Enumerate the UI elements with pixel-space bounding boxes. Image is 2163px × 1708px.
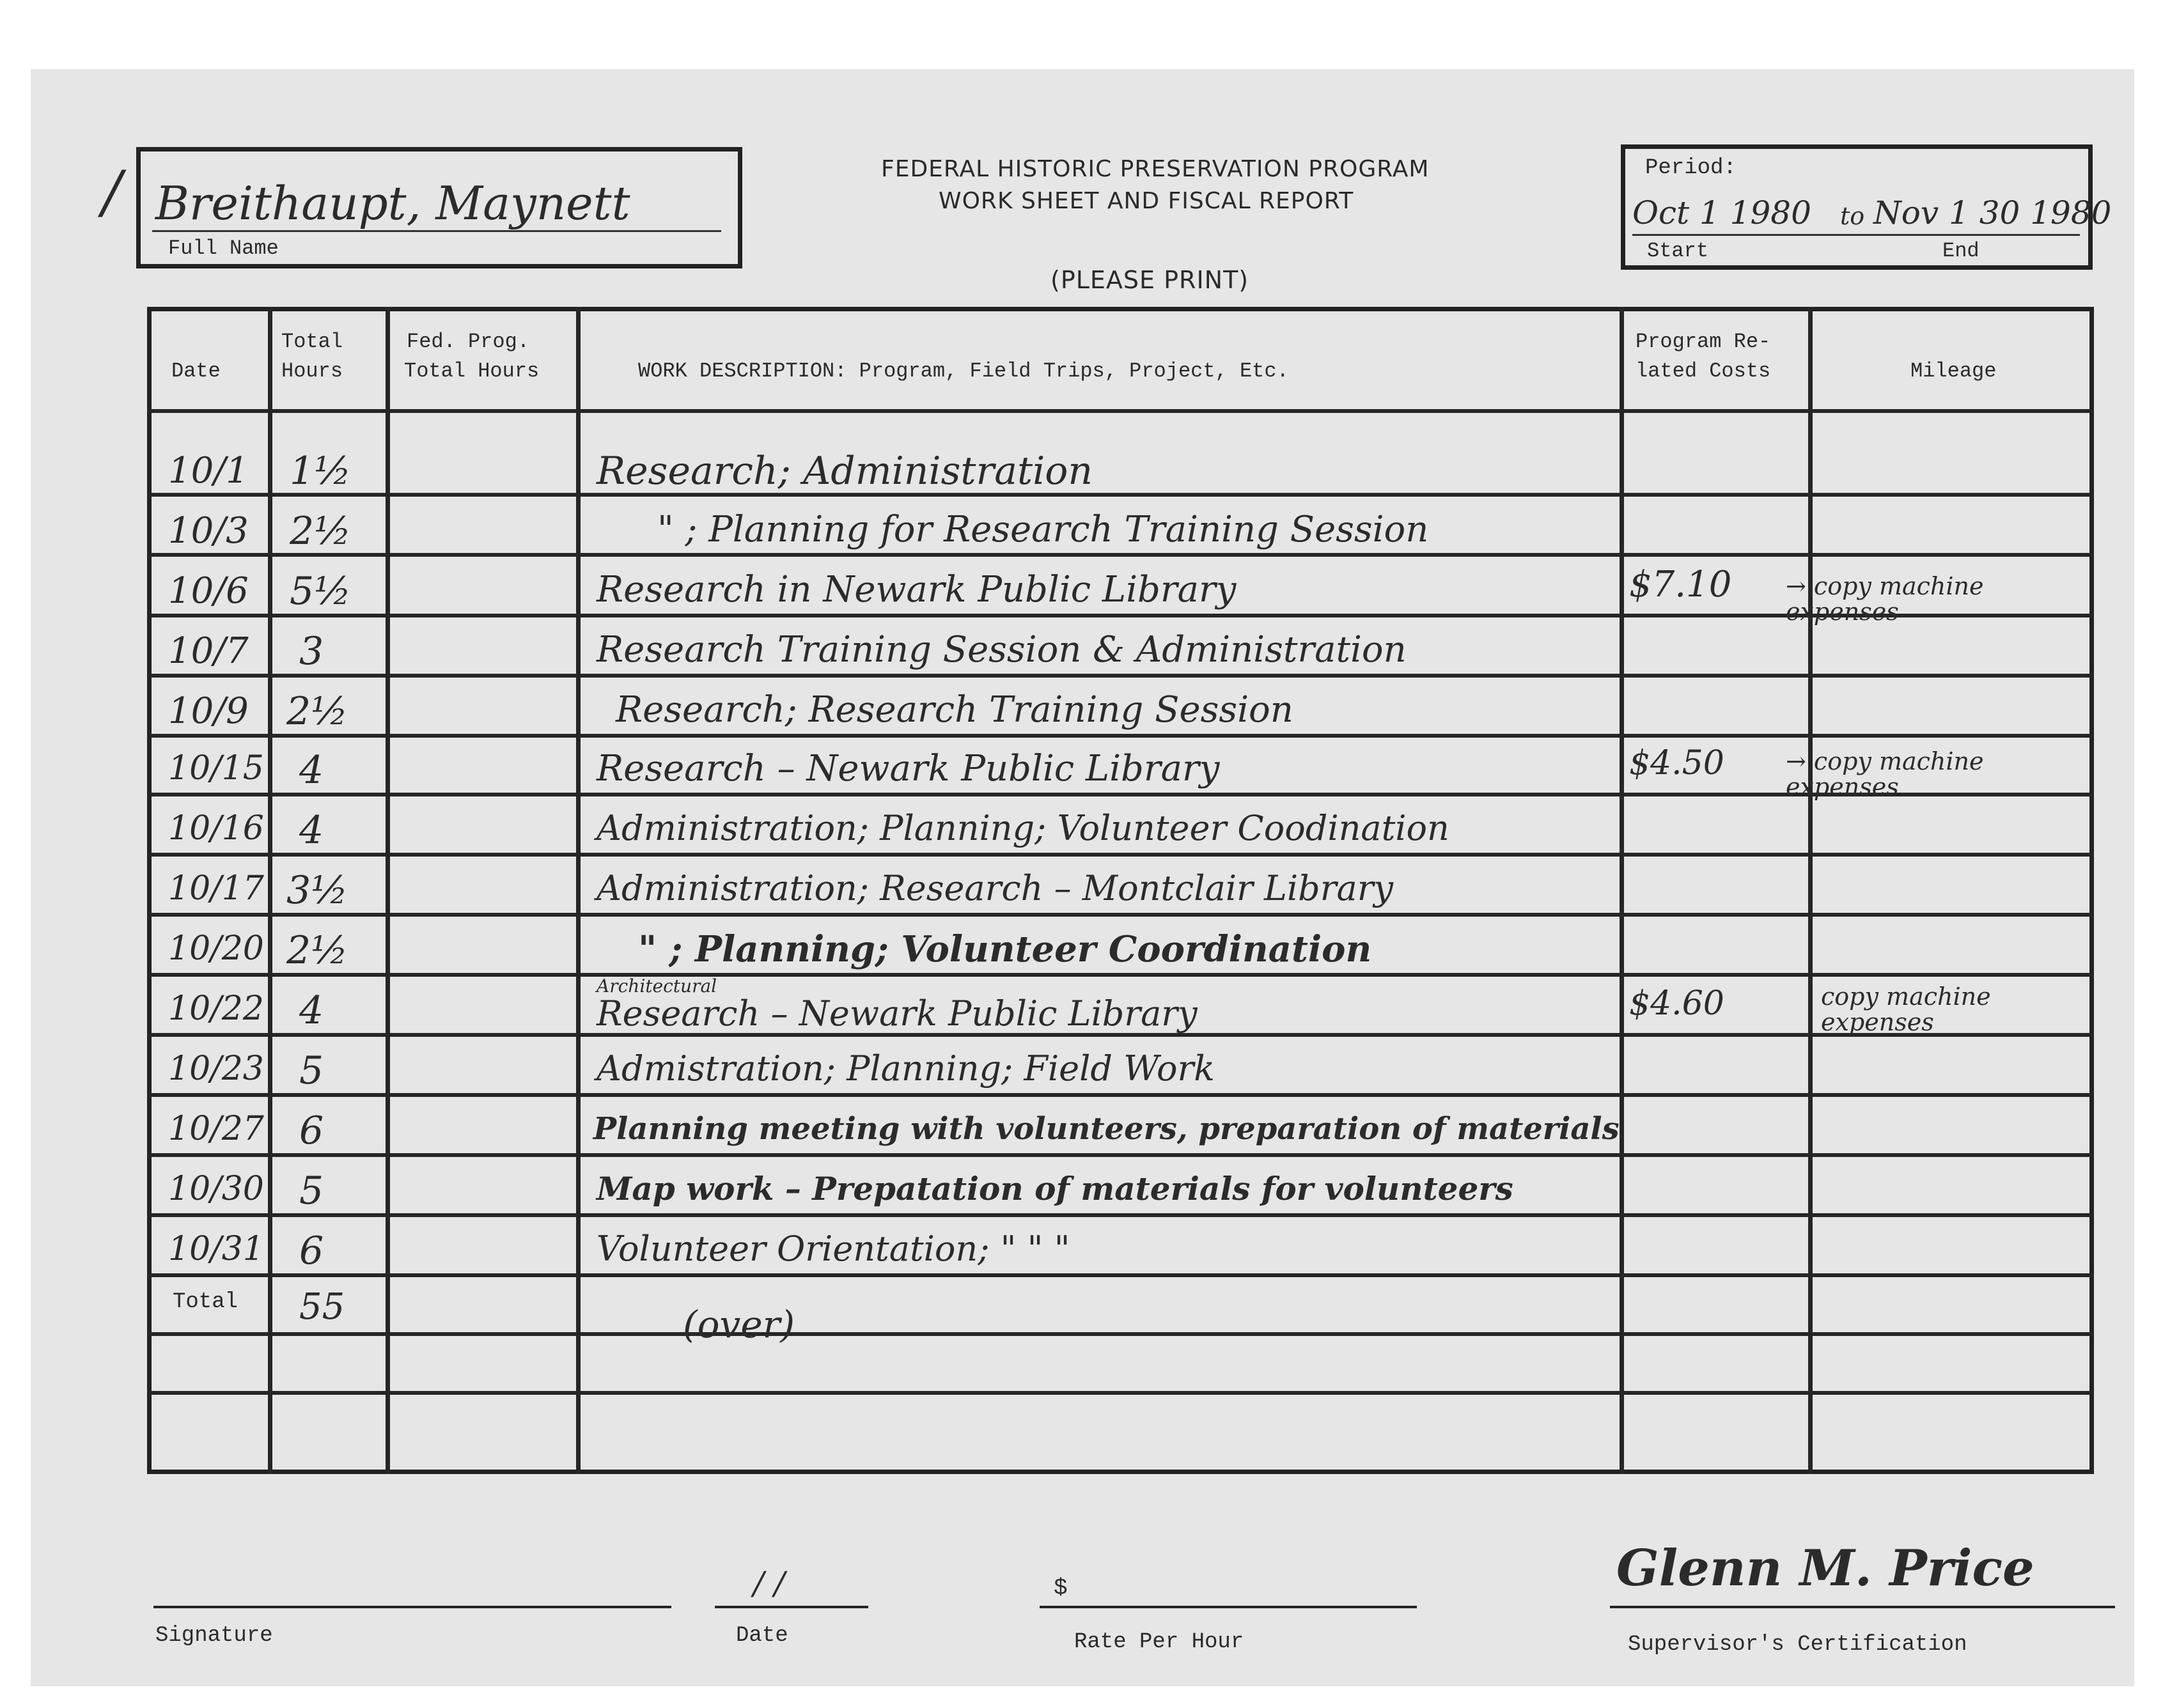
row-10-description-note[interactable]: Architectural (597, 975, 717, 997)
row-line-11 (147, 1093, 2094, 1097)
row-8-hours[interactable]: 3½ (286, 868, 348, 913)
row-6-cost[interactable]: $4.50 (1629, 744, 1724, 782)
row-1-description[interactable]: Research; Administration (597, 449, 1093, 493)
row-10-date[interactable]: 10/22 (168, 990, 264, 1028)
total-label: Total (173, 1290, 238, 1314)
row-10-hours[interactable]: 4 (299, 988, 324, 1033)
date-label: Date (736, 1624, 788, 1648)
row-line-7 (147, 853, 2094, 857)
supervisor-line (1610, 1606, 2115, 1608)
over-note: (over) (683, 1303, 795, 1346)
row-10-cost[interactable]: $4.60 (1629, 984, 1724, 1023)
date-value[interactable]: / / (753, 1565, 785, 1602)
row-line-1 (147, 493, 2094, 497)
row-13-hours[interactable]: 5 (299, 1168, 324, 1213)
full-name-value[interactable]: Breithaupt, Maynett (155, 176, 630, 230)
row-4-description[interactable]: Research Training Session & Administration (597, 629, 1407, 671)
row-3-description[interactable]: Research in Newark Public Library (597, 569, 1237, 610)
header-total-hours-line2: Hours (281, 359, 343, 383)
report-title: WORK SHEET AND FISCAL REPORT (939, 188, 1354, 214)
row-5-hours[interactable]: 2½ (286, 689, 348, 734)
header-date: Date (171, 359, 221, 383)
row-12-hours[interactable]: 6 (299, 1108, 324, 1153)
supervisor-label: Supervisor's Certification (1628, 1633, 1967, 1657)
entry-tick-mark: / (102, 159, 122, 226)
row-1-hours[interactable]: 1½ (290, 449, 352, 493)
row-3-hours[interactable]: 5½ (290, 569, 352, 614)
header-costs-line1: Program Re- (1636, 330, 1771, 353)
row-line-2 (147, 553, 2094, 557)
col-sep-costs (1808, 307, 1813, 1474)
row-11-hours[interactable]: 5 (299, 1048, 324, 1093)
period-start-label: Start (1647, 239, 1709, 263)
header-costs-line2: lated Costs (1636, 359, 1771, 383)
row-10-mileage[interactable]: copy machine expenses (1821, 982, 1991, 1036)
period-underline (1632, 234, 2080, 236)
row-2-description[interactable]: " ; Planning for Research Training Session (657, 509, 1429, 550)
period-label: Period: (1645, 156, 1737, 180)
row-9-description[interactable]: " ; Planning; Volunteer Coordination (638, 928, 1372, 970)
period-start-value[interactable]: Oct 1 1980 (1632, 194, 1811, 231)
row-12-date[interactable]: 10/27 (168, 1110, 264, 1148)
row-7-hours[interactable]: 4 (299, 808, 324, 853)
total-hours-value[interactable]: 55 (299, 1286, 345, 1328)
row-3-mileage[interactable]: → copy machine expenses (1786, 572, 1984, 626)
row-4-date[interactable]: 10/7 (168, 630, 249, 672)
header-total-hours-line1: Total (281, 330, 343, 353)
row-8-date[interactable]: 10/17 (168, 869, 264, 908)
row-6-hours[interactable]: 4 (299, 748, 324, 793)
header-row-line (147, 409, 2094, 413)
row-line-15 (147, 1332, 2094, 1336)
row-12-description[interactable]: Planning meeting with volunteers, preparation of materials (593, 1111, 1620, 1147)
row-3-date[interactable]: 10/6 (168, 570, 249, 612)
row-5-description[interactable]: Research; Research Training Session (616, 689, 1293, 731)
row-7-date[interactable]: 10/16 (168, 809, 264, 848)
period-end-label: End (1942, 239, 1979, 263)
col-sep-date (268, 307, 272, 1474)
worksheet-page (31, 69, 2134, 1686)
row-6-date[interactable]: 10/15 (168, 749, 264, 788)
row-9-date[interactable]: 10/20 (168, 929, 264, 968)
row-14-hours[interactable]: 6 (299, 1229, 324, 1273)
row-1-date[interactable]: 10/1 (168, 450, 249, 492)
row-2-date[interactable]: 10/3 (168, 510, 249, 552)
row-10-description[interactable]: Research – Newark Public Library (597, 993, 1198, 1034)
row-13-description[interactable]: Map work – Prepatation of materials for volunteers (597, 1170, 1513, 1207)
col-sep-hours (386, 307, 390, 1474)
full-name-underline (152, 230, 721, 232)
row-14-date[interactable]: 10/31 (168, 1230, 264, 1268)
row-6-description[interactable]: Research – Newark Public Library (597, 748, 1220, 789)
row-line-8 (147, 913, 2094, 917)
header-fed-prog-line1: Fed. Prog. (407, 330, 530, 353)
row-14-description[interactable]: Volunteer Orientation; " " " (597, 1229, 1070, 1269)
row-3-cost[interactable]: $7.10 (1629, 564, 1732, 605)
signature-label: Signature (155, 1624, 273, 1648)
signature-line (153, 1606, 671, 1608)
row-line-13 (147, 1213, 2094, 1217)
row-line-9 (147, 973, 2094, 977)
period-end-value[interactable]: Nov 1 30 1980 (1873, 194, 2112, 231)
row-9-hours[interactable]: 2½ (286, 928, 348, 973)
row-11-description[interactable]: Admistration; Planning; Field Work (597, 1048, 1215, 1089)
col-sep-desc (1620, 307, 1624, 1474)
period-to-text: to (1840, 202, 1865, 230)
row-11-date[interactable]: 10/23 (168, 1050, 264, 1088)
supervisor-signature[interactable]: Glenn M. Price (1616, 1539, 2034, 1597)
row-2-hours[interactable]: 2½ (290, 509, 352, 554)
program-title: FEDERAL HISTORIC PRESERVATION PROGRAM (881, 156, 1430, 182)
row-6-mileage[interactable]: → copy machine expenses (1786, 747, 1984, 801)
header-mileage: Mileage (1910, 359, 1997, 383)
row-5-date[interactable]: 10/9 (168, 690, 249, 732)
row-4-hours[interactable]: 3 (299, 629, 324, 674)
print-note: (PLEASE PRINT) (1050, 266, 1249, 294)
row-line-4 (147, 674, 2094, 678)
row-8-description[interactable]: Administration; Research – Montclair Library (597, 868, 1394, 908)
row-line-16 (147, 1391, 2094, 1395)
rate-value[interactable]: $ (1054, 1575, 1068, 1601)
full-name-label: Full Name (168, 237, 279, 260)
rate-label: Rate Per Hour (1074, 1630, 1244, 1654)
row-line-5 (147, 734, 2094, 738)
row-7-description[interactable]: Administration; Planning; Volunteer Coodination (597, 808, 1449, 848)
row-13-date[interactable]: 10/30 (168, 1170, 264, 1208)
row-line-14 (147, 1273, 2094, 1277)
header-fed-prog-line2: Total Hours (404, 359, 540, 383)
col-sep-fed (576, 307, 581, 1474)
row-line-12 (147, 1153, 2094, 1157)
header-work-description: WORK DESCRIPTION: Program, Field Trips, Project, Etc. (638, 359, 1289, 383)
date-line (715, 1606, 868, 1608)
rate-line (1040, 1606, 1417, 1608)
